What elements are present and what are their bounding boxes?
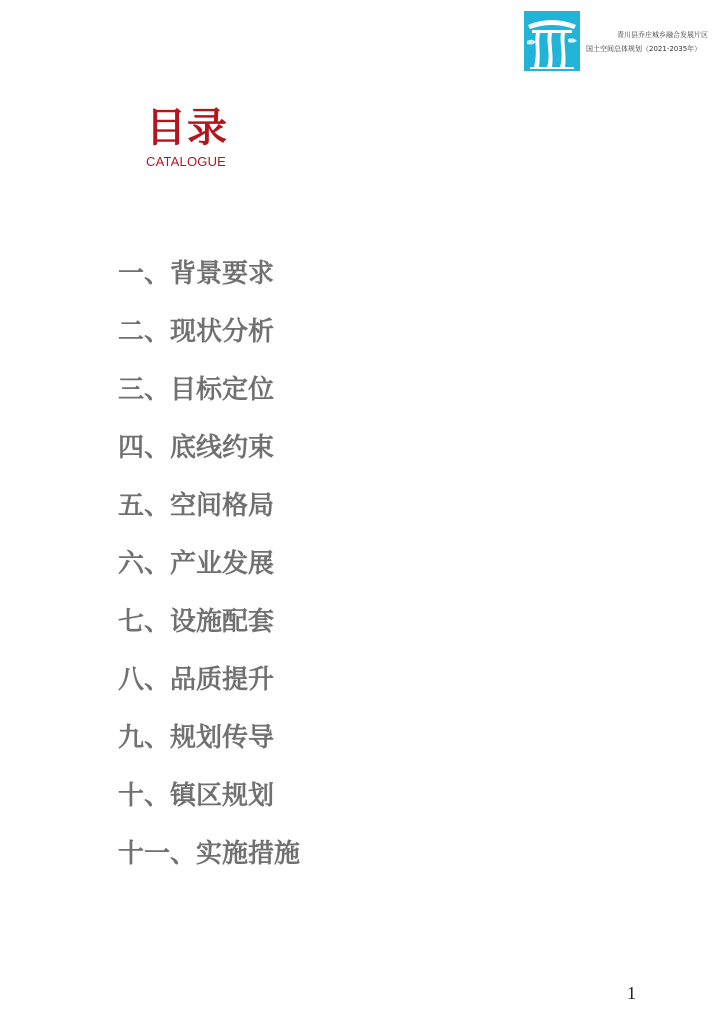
toc-item: 十、镇区规划 xyxy=(118,781,275,811)
page-number: 1 xyxy=(627,983,636,1003)
toc-item: 四、底线约束 xyxy=(118,433,275,463)
catalogue-subtitle: CATALOGUE xyxy=(146,154,227,169)
toc-item: 一、背景要求 xyxy=(118,259,275,289)
pavilion-logo-icon xyxy=(524,11,580,71)
table-of-contents xyxy=(118,254,300,892)
toc-item: 二、现状分析 xyxy=(118,317,275,347)
toc-item: 十一、实施措施 xyxy=(118,839,301,869)
catalogue-title: 目录 xyxy=(146,105,228,151)
toc-item: 三、目标定位 xyxy=(118,375,275,405)
header-line-2: 国土空间总体规划（2021-2035年） xyxy=(586,45,702,53)
toc-item: 九、规划传导 xyxy=(118,723,275,753)
document-header xyxy=(586,28,718,56)
toc-item: 八、品质提升 xyxy=(118,665,275,695)
toc-item: 七、设施配套 xyxy=(118,607,275,637)
toc-item: 六、产业发展 xyxy=(118,549,275,579)
header-line-1: 青川县乔庄城乡融合发展片区 xyxy=(617,31,708,39)
toc-item: 五、空间格局 xyxy=(118,491,275,521)
